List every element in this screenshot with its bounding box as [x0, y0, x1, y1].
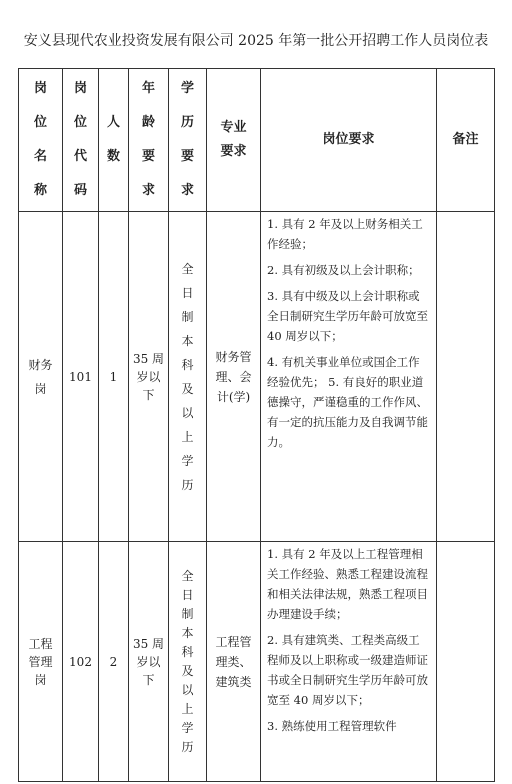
- education-cell: 全 日 制 本 科 及 以 上 学 历: [169, 212, 207, 542]
- remarks-cell: [437, 542, 495, 782]
- requirement-item: 3. 具有中级及以上会计职称或全日制研究生学历年龄可放宽至 40 周岁以下；: [267, 289, 428, 343]
- education-cell: 全 日 制 本 科 及 以 上 学 历: [169, 542, 207, 782]
- position-name-cell: 财务 岗: [19, 212, 63, 542]
- requirement-item: 1. 具有 2 年及以上工程管理相关工作经验、熟悉工程建设流程和相关法律法规，熟悉工程项目办理建设手续；: [267, 547, 428, 621]
- header-remarks: 备注: [437, 69, 495, 212]
- position-name-cell: 工程 管理 岗: [19, 542, 63, 782]
- position-code-cell: 102: [63, 542, 99, 782]
- requirement-item: 3. 熟练使用工程管理软件: [267, 719, 397, 733]
- header-major: 专业 要求: [207, 69, 261, 212]
- requirement-item: 2. 具有初级及以上会计职称；: [267, 263, 420, 277]
- header-requirements: 岗位要求: [261, 69, 437, 212]
- headcount-cell: 2: [99, 542, 129, 782]
- table-row: [19, 212, 495, 542]
- header-row: [19, 69, 495, 212]
- header-position-code: 岗 位 代 码: [63, 69, 99, 212]
- requirements-cell: [261, 542, 437, 782]
- document-title: 安义县现代农业投资发展有限公司 2025 年第一批公开招聘工作人员岗位表: [23, 33, 489, 49]
- header-age: 年 龄 要 求: [129, 69, 169, 212]
- header-position-name: 岗 位 名 称: [19, 69, 63, 212]
- requirement-item: 2. 具有建筑类、工程类高级工程师及以上职称或一级建造师证书或全日制研究生学历年龄可放宽至 40 周岁以下；: [267, 633, 428, 707]
- major-cell: 财务管 理、会 计(学): [207, 212, 261, 542]
- headcount-cell: 1: [99, 212, 129, 542]
- positions-table: [18, 68, 495, 782]
- requirement-item: 4. 有机关事业单位或国企工作经验优先； 5. 有良好的职业道德操守，严谨稳重的工作作风、有一定的抗压能力及自我调节能力。: [267, 355, 428, 449]
- position-code-cell: 101: [63, 212, 99, 542]
- age-cell: 35 周 岁以 下: [129, 542, 169, 782]
- major-cell: 工程管 理类、 建筑类: [207, 542, 261, 782]
- header-headcount: 人 数: [99, 69, 129, 212]
- requirement-item: 1. 具有 2 年及以上财务相关工作经验；: [267, 217, 423, 251]
- requirements-cell: [261, 212, 437, 542]
- age-cell: 35 周 岁以 下: [129, 212, 169, 542]
- table-row: [19, 542, 495, 782]
- header-education: 学 历 要 求: [169, 69, 207, 212]
- remarks-cell: [437, 212, 495, 542]
